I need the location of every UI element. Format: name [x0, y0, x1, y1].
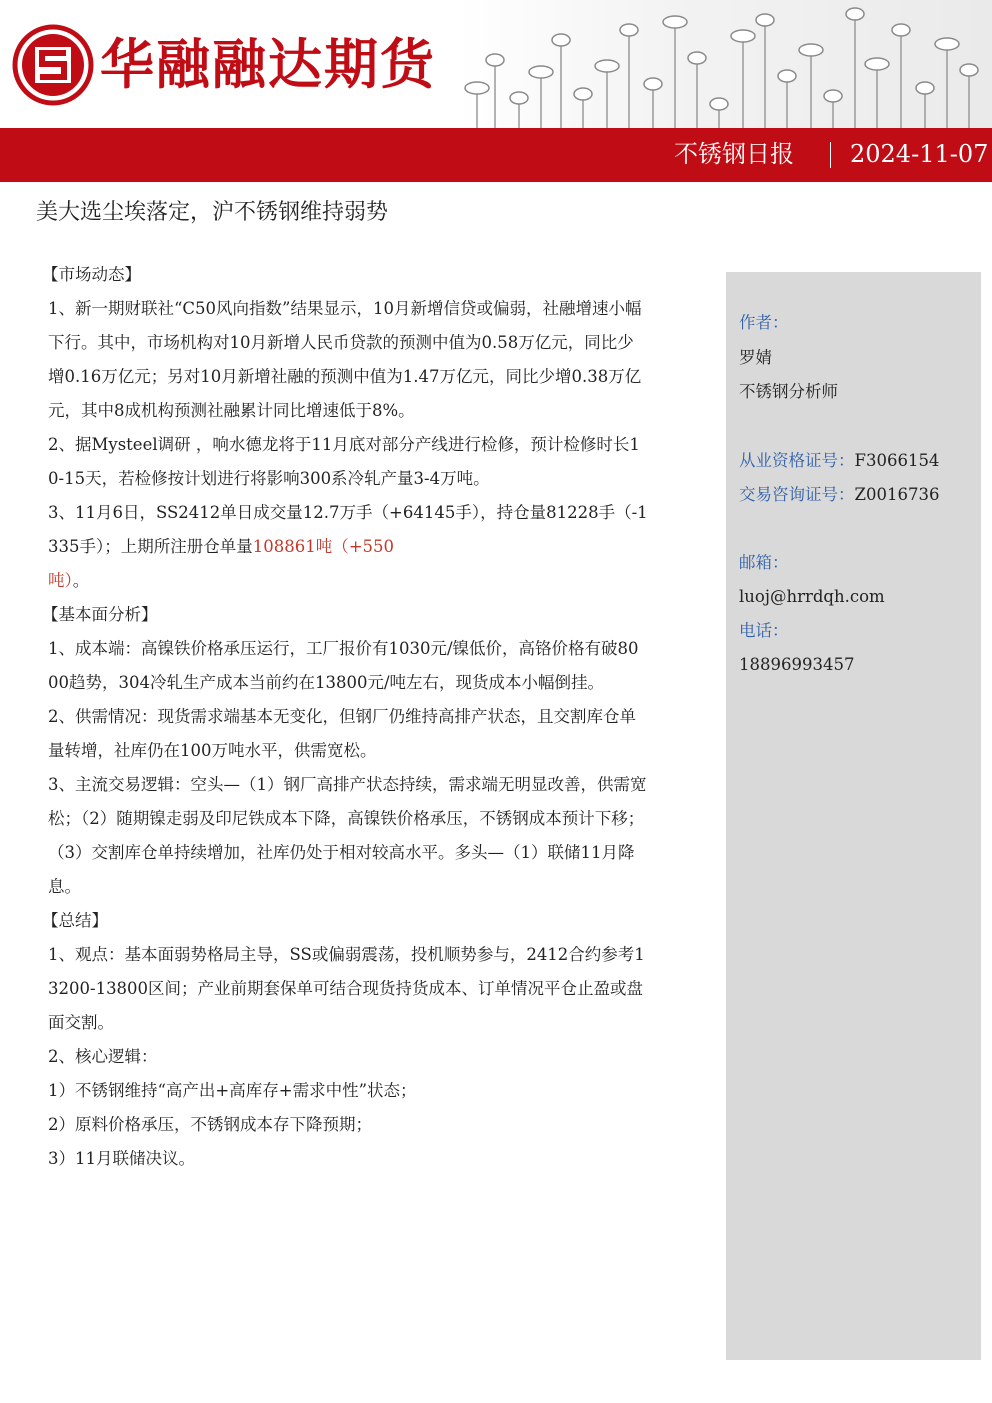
author-sidebar	[726, 272, 981, 1360]
report-type: 不锈钢日报	[674, 140, 794, 168]
list-item: 2）原料价格承压，不锈钢成本存下降预期；	[48, 1115, 372, 1134]
decorative-circle	[865, 58, 889, 70]
paragraph: 2、供需情况：现货需求端基本无变化，但钢厂仍维持高排产状态，且交割库仓单量转增，社库仍在100万吨水平，供需宽松。	[48, 707, 636, 760]
decorative-lines-graphic	[457, 0, 992, 128]
decorative-circle	[731, 30, 755, 42]
header-decoration	[457, 0, 992, 128]
paragraph-text: 3、11月6日，SS2412单日成交量12.7万手（+64145手），持仓量81228手（-1335手）；上期所注册仓单量	[48, 503, 648, 556]
decorative-circle	[824, 90, 842, 102]
decorative-circle	[465, 82, 489, 94]
paragraph: 2、据Mysteel调研 ，响水德龙将于11月底对部分产线进行检修，预计检修时长10-15天，若检修按计划进行将影响300系冷轧产量3-4万吨。	[48, 435, 640, 488]
certificate-value: F3066154	[854, 451, 940, 470]
highlight-text: 108861吨（+550	[252, 537, 395, 556]
consult-row	[739, 482, 939, 508]
author-title: 不锈钢分析师	[739, 382, 838, 401]
decorative-circle	[510, 92, 528, 104]
phone-value: 18896993457	[739, 655, 855, 674]
consult-label: 交易咨询证号：	[739, 485, 855, 504]
section-title-summary: 【总结】	[42, 911, 108, 930]
paragraph: 1、成本端：高镍铁价格承压运行，工厂报价有1030元/镍低价，高铬价格有破8000趋势，304冷轧生产成本当前约在13800元/吨左右，现货成本小幅倒挂。	[48, 639, 639, 692]
certificate-row	[739, 448, 939, 474]
email-value[interactable]: luoj@hrrdqh.com	[739, 587, 885, 606]
paragraph: 1、观点：基本面弱势格局主导，SS或偏弱震荡，投机顺势参与，2412合约参考13200-13800区间；产业前期套保单可结合现货持货成本、订单情况平仓止盈或盘面交割。	[48, 945, 645, 1032]
report-headline: 美大选尘埃落定，沪不锈钢维持弱势	[36, 200, 389, 225]
decorative-circle	[799, 44, 823, 56]
decorative-circle	[916, 82, 934, 94]
decorative-circle	[892, 24, 910, 36]
paragraph: 2、核心逻辑：	[48, 1047, 158, 1066]
list-item: 3）11月联储决议。	[48, 1149, 195, 1168]
decorative-circle	[710, 98, 728, 110]
decorative-circle	[935, 38, 959, 50]
report-body	[42, 258, 648, 1176]
decorative-circle	[663, 16, 687, 28]
banner-divider	[830, 142, 831, 168]
paragraph: 1、新一期财联社“C50风向指数”结果显示，10月新增信贷或偏弱，社融增速小幅下行。其中，市场机构对10月新增人民币贷款的预测中值为0.58万亿元，同比少增0.16万亿元；另对10月新增社融的预测中值为1.47万亿元，同比少增0.38万亿元，其中8成机构预测社融累计同比增速低于8%。	[48, 299, 642, 420]
section-title-market: 【市场动态】	[42, 265, 141, 284]
decorative-circle	[552, 34, 570, 46]
hrrd-logo-icon	[12, 24, 94, 106]
decorative-circle	[529, 66, 553, 78]
decorative-circle	[960, 64, 978, 76]
paragraph-text: 。	[72, 571, 90, 590]
decorative-circle	[846, 8, 864, 20]
certificate-label: 从业资格证号：	[739, 451, 855, 470]
paragraph: 3、主流交易逻辑：空头—（1）钢厂高排产状态持续，需求端无明显改善，供需宽松；（2）随期镍走弱及印尼铁成本下降，高镍铁价格承压，不锈钢成本预计下移；（3）交割库仓单持续增加，社库仍处于相对较高水平。多头—（1）联储11月降息。	[48, 775, 647, 896]
brand-name: 华融融达期货	[100, 33, 436, 96]
consult-value: Z0016736	[854, 485, 940, 504]
decorative-circle	[644, 78, 662, 90]
section-title-fundamental: 【基本面分析】	[42, 605, 158, 624]
decorative-circle	[574, 88, 592, 100]
decorative-circle	[595, 60, 619, 72]
highlight-text: 吨）	[48, 571, 73, 590]
decorative-circle	[688, 52, 706, 64]
paragraph	[48, 496, 648, 598]
author-name: 罗婧	[739, 348, 772, 367]
decorative-circle	[778, 70, 796, 82]
phone-label: 电话：	[739, 621, 789, 640]
list-item: 1）不锈钢维持“高产出+高库存+需求中性”状态；	[48, 1081, 417, 1100]
report-date: 2024-11-07	[850, 140, 989, 168]
report-banner	[0, 128, 992, 182]
author-label: 作者：	[739, 313, 789, 332]
decorative-circle	[756, 14, 774, 26]
decorative-circle	[486, 54, 504, 66]
email-label: 邮箱：	[739, 553, 789, 572]
decorative-circle	[620, 24, 638, 36]
